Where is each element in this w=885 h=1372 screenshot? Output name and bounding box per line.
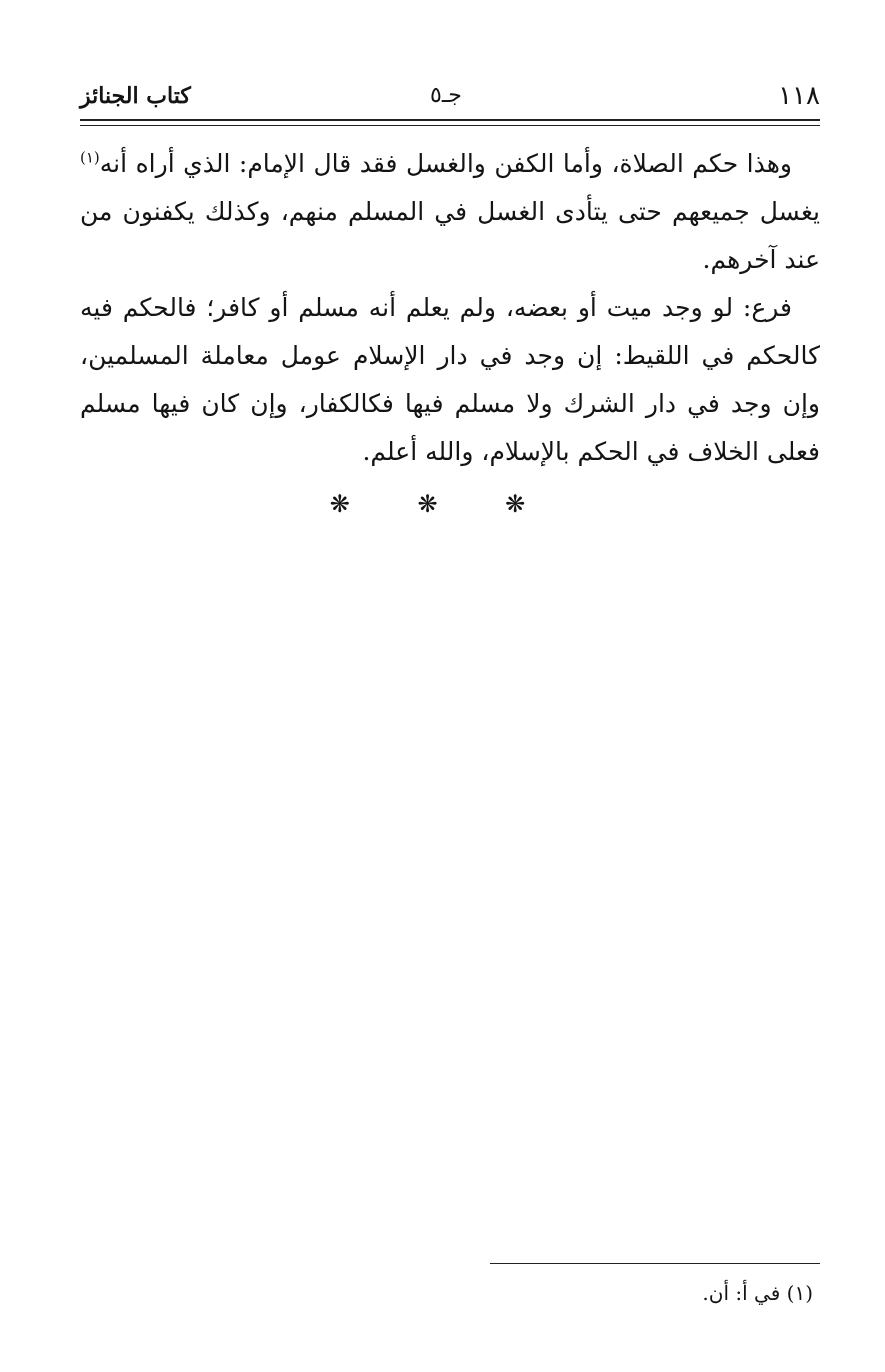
- section-divider-ornament: ❋ ❋ ❋: [329, 490, 556, 518]
- paragraph-1-continued: يغسل جميعهم حتى يتأدى الغسل في المسلم منهم، وكذلك يكفنون من عند آخرهم.: [80, 197, 820, 274]
- header-rule-thick: [80, 119, 820, 121]
- main-text: [80, 140, 820, 476]
- footnote-reference-1: (١): [80, 148, 100, 167]
- paragraph-1-text: وهذا حكم الصلاة، وأما الكفن والغسل فقد قال الإمام: الذي أراه أنه: [99, 149, 792, 178]
- footnote-1-text: في أ: أن.: [702, 1281, 781, 1305]
- paragraph-1: [80, 140, 820, 284]
- page-header: [80, 76, 820, 120]
- paragraph-2: فرع: لو وجد ميت أو بعضه، ولم يعلم أنه مسلم أو كافر؛ فالحكم فيه كالحكم في اللقيط: إن وجد في دار الإسلام عومل معاملة المسلمين، وإن وجد في دار الشرك ولا مسلم فيها فكالكفار، وإن كان فيها مسلم فعلى الخلاف في الحكم بالإسلام، والله أعلم.: [80, 293, 820, 466]
- book-title: كتاب الجنائز: [80, 83, 191, 109]
- footnote-1: [80, 1276, 813, 1310]
- page-number: ١١٨: [778, 81, 820, 111]
- volume-label: جـ٥: [430, 83, 462, 108]
- header-rule-thin: [80, 125, 820, 126]
- footnote-separator: [490, 1263, 820, 1264]
- footnote-1-marker: (١): [786, 1281, 813, 1305]
